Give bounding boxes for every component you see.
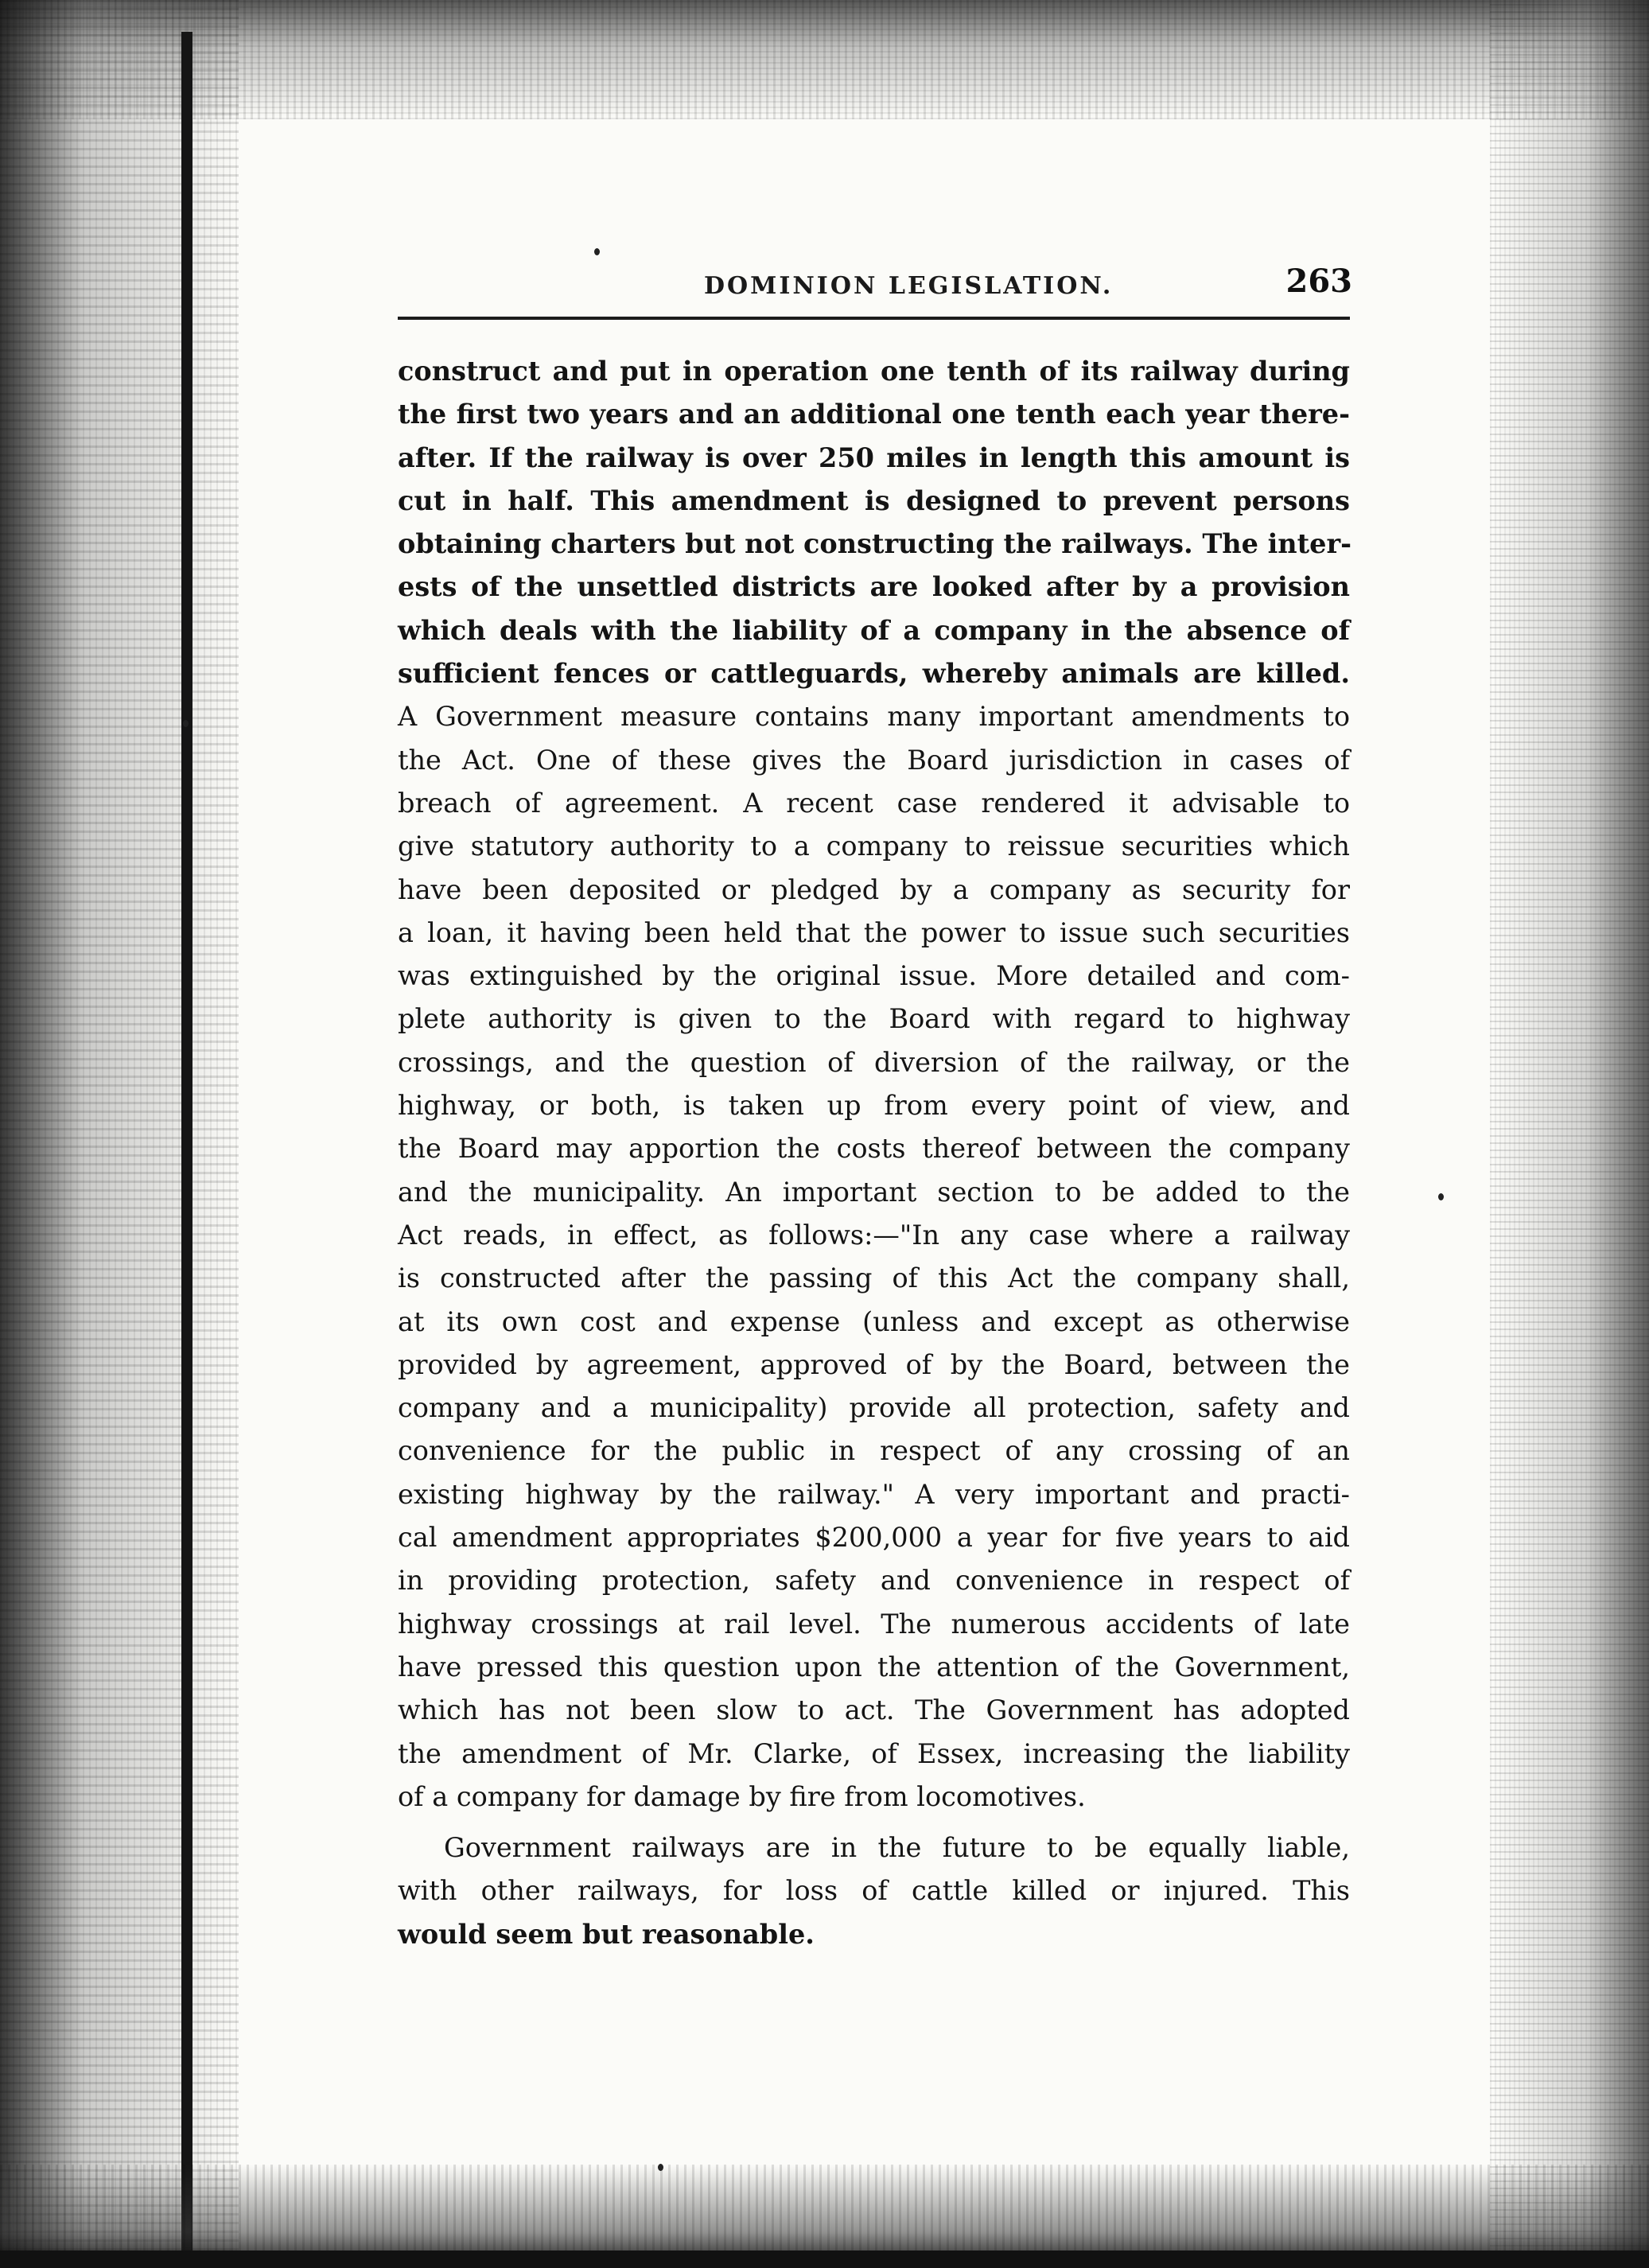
scan-spine-shadow (181, 32, 193, 2268)
text-line: the amendment of Mr. Clarke, of Essex, increasing the liability (398, 1737, 1350, 1769)
ink-speck (658, 2164, 663, 2171)
text-line: A Government measure contains many important amendments to (398, 701, 1350, 733)
text-line: give statutory authority to a company to reissue securities which (398, 831, 1350, 862)
text-line: highway crossings at rail level. The numerous accidents of late (398, 1608, 1350, 1640)
body-text (398, 350, 1350, 1956)
text-line: in providing protection, safety and convenience in respect of (398, 1565, 1350, 1597)
text-line: and the municipality. An important section to be added to the (398, 1176, 1350, 1208)
text-line: provided by agreement, approved of by the Board, between the (398, 1348, 1350, 1380)
text-line: existing highway by the railway." A very important and practi- (398, 1478, 1350, 1510)
ink-speck (1438, 1193, 1444, 1200)
text-line: at its own cost and expense (unless and except as otherwise (398, 1305, 1350, 1337)
text-line: is constructed after the passing of this Act the company shall, (398, 1262, 1350, 1294)
text-line: which has not been slow to act. The Government has adopted (398, 1694, 1350, 1726)
paragraph-2 (398, 1826, 1350, 1956)
scan-border-top (0, 0, 1649, 119)
paragraph-1 (398, 350, 1350, 1819)
text-line: company and a municipality) provide all protection, safety and (398, 1392, 1350, 1424)
ink-speck (183, 720, 189, 727)
text-line: after. If the railway is over 250 miles in length this amount is (398, 442, 1350, 473)
scan-border-right (1490, 0, 1649, 2268)
text-line: highway, or both, is taken up from every point of view, and (398, 1090, 1350, 1122)
running-head-title: DOMINION LEGISLATION. (704, 272, 1114, 300)
text-line: sufficient fences or cattleguards, whereby animals are killed. (398, 658, 1350, 690)
text-line: cal amendment appropriates $200,000 a year for five years to aid (398, 1522, 1350, 1554)
text-line: Act reads, in effect, as follows:—"In any case where a railway (398, 1219, 1350, 1251)
text-line: a loan, it having been held that the power to issue such securities (398, 916, 1350, 948)
text-line: have pressed this question upon the attention of the Government, (398, 1651, 1350, 1683)
text-line: plete authority is given to the Board with regard to highway (398, 1003, 1350, 1035)
text-line: which deals with the liability of a company in the absence of (398, 614, 1350, 646)
text-line: was extinguished by the original issue. More detailed and com- (398, 960, 1350, 992)
ink-speck (594, 248, 600, 255)
text-line: the first two years and an additional one tenth each year there- (398, 399, 1350, 430)
header-rule (398, 317, 1350, 320)
scan-bottom-bar (0, 2250, 1649, 2268)
text-line: construct and put in operation one tenth of its railway during (398, 356, 1350, 387)
text-line: the Board may apportion the costs thereof between the company (398, 1133, 1350, 1165)
text-line: obtaining charters but not constructing the railways. The inter- (398, 528, 1351, 560)
text-line: of a company for damage by fire from locomotives. (398, 1780, 1086, 1812)
text-line: have been deposited or pledged by a company as security for (398, 873, 1350, 905)
text-line: the Act. One of these gives the Board jurisdiction in cases of (398, 744, 1350, 776)
text-line: crossings, and the question of diversion of the railway, or the (398, 1046, 1350, 1078)
running-head (398, 263, 1352, 310)
text-line: Government railways are in the future to be equally liable, (444, 1832, 1350, 1864)
text-line: breach of agreement. A recent case rendered it advisable to (398, 787, 1350, 819)
text-line: cut in half. This amendment is designed to prevent persons (398, 484, 1350, 516)
scan-border-left (0, 0, 239, 2268)
text-line: ests of the unsettled districts are looked after by a provision (398, 571, 1350, 603)
text-line: with other railways, for loss of cattle killed or injured. This (398, 1875, 1350, 1907)
text-line: convenience for the public in respect of any crossing of an (398, 1435, 1350, 1467)
text-line: would seem but reasonable. (398, 1918, 815, 1950)
page-number: 263 (1285, 263, 1352, 300)
